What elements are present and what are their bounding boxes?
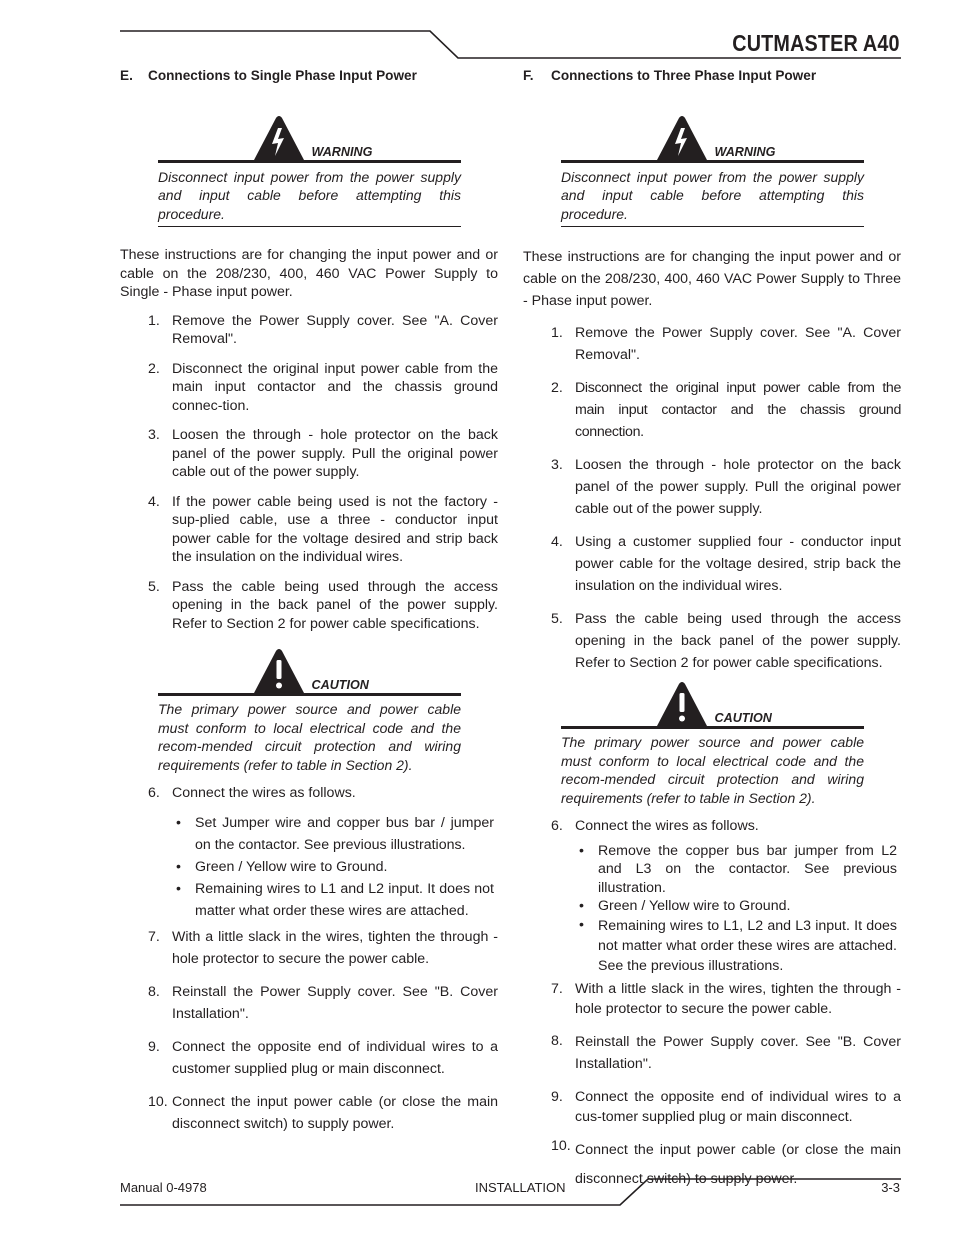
list-item: 4. If the power cable being used is not the factory - sup-plied cable, use a three - conductor input power cable for the voltage desired and strip back the insulation on the individual wires.	[148, 493, 498, 565]
list-item: 10. Connect the input power cable (or close the main disconnect switch) to supply power.	[551, 1137, 901, 1187]
section-heading	[523, 67, 901, 86]
list-item: 5. Pass the cable being used through the access opening in the back panel of the power supply. Refer to Section 2 for power cable specifications.	[551, 611, 901, 671]
list-item: 6. Connect the wires as follows.	[551, 818, 759, 834]
right-column	[523, 64, 901, 1194]
list-item: 4. Using a customer supplied four - conductor input power cable for the voltage desired, strip back the insulation on the individual wires.	[551, 534, 901, 594]
intro-paragraph: These instructions are for changing the input power and or cable on the 208/230, 400, 460 VAC Power Supply to Single - Phase input power.	[120, 247, 498, 300]
steps-list	[523, 322, 901, 674]
warning-box	[158, 114, 461, 228]
caution-label: CAUTION	[311, 678, 369, 692]
electrical-hazard-icon	[651, 114, 713, 160]
left-column	[120, 64, 498, 1135]
caution-text: The primary power source and power cable must conform to local electrical code and the recom-mended circuit protection and wiring requirements (refer to table in Section 2).	[561, 734, 864, 806]
list-item: 1. Remove the Power Supply cover. See "A. Cover Removal".	[551, 325, 901, 363]
section-title: Connections to Single Phase Input Power	[148, 68, 417, 83]
list-item: 3. Loosen the through - hole protector on the back panel of the power supply. Pull the original power cable out of the power supply.	[148, 427, 498, 480]
list-item: • Remaining wires to L1, L2 and L3 input. It does not matter what order these wires are attached. See the previous illustrations.	[579, 916, 897, 974]
section-title: Connections to Three Phase Input Power	[551, 68, 817, 83]
caution-box	[158, 647, 461, 774]
list-item: 8. Reinstall the Power Supply cover. See "B. Cover Installation".	[551, 1032, 901, 1072]
list-item: 8. Reinstall the Power Supply cover. See "B. Cover Installation".	[148, 983, 498, 1022]
bullet-list	[523, 842, 901, 976]
caution-icon	[651, 680, 713, 726]
steps-list	[523, 817, 901, 836]
list-item: 3. Loosen the through - hole protector on the back panel of the power supply. Pull the original power cable out of the power supply.	[551, 457, 901, 517]
list-item: 6. Connect the wires as follows.	[148, 785, 356, 801]
bullet-list	[120, 812, 498, 922]
warning-label: WARNING	[311, 144, 373, 159]
steps-list	[120, 784, 498, 803]
caution-box	[561, 680, 864, 807]
list-item: • Remaining wires to L1 and L2 input. It does not matter what order these wires are attached.	[176, 880, 494, 919]
steps-list	[120, 926, 498, 1135]
list-item: 7. With a little slack in the wires, tighten the through - hole protector to secure the power cable.	[148, 928, 498, 967]
warning-label: WARNING	[714, 144, 776, 159]
list-item: 1. Remove the Power Supply cover. See "A. Cover Removal".	[148, 312, 498, 347]
manual-number: Manual 0-4978	[120, 1180, 207, 1195]
warning-text: Disconnect input power from the power supply and input cable before attempting this procedure.	[561, 168, 864, 222]
section-name: INSTALLATION	[475, 1180, 566, 1195]
section-heading	[120, 67, 498, 86]
steps-list	[523, 979, 901, 1194]
caution-icon	[248, 647, 310, 693]
list-item: • Green / Yellow wire to Ground.	[176, 858, 388, 875]
list-item: 7. With a little slack in the wires, tighten the through - hole protector to secure the power cable.	[551, 980, 901, 1017]
warning-text: Disconnect input power from the power supply and input cable before attempting this procedure.	[158, 168, 461, 222]
list-item: • Green / Yellow wire to Ground.	[579, 898, 791, 914]
list-item: 2. Disconnect the original input power cable from the main input contactor and the chassis ground connec-tion.	[148, 360, 498, 414]
section-letter: E.	[120, 68, 133, 83]
electrical-hazard-icon	[248, 114, 310, 160]
list-item: 10. Connect the input power cable (or close the main disconnect switch) to supply power.	[148, 1093, 498, 1132]
caution-label: CAUTION	[714, 711, 772, 725]
list-item: • Remove the copper bus bar jumper from L2 and L3 on the contactor. See previous illustration.	[579, 842, 897, 896]
page-number: 3-3	[881, 1180, 900, 1195]
caution-text: The primary power source and power cable must conform to local electrical code and the recom-mended circuit protection and wiring requirements (refer to table in Section 2).	[158, 701, 461, 773]
list-item: 5. Pass the cable being used through the access opening in the back panel of the power supply. Refer to Section 2 for power cable specifications.	[148, 578, 498, 632]
warning-box	[561, 114, 864, 228]
section-letter: F.	[523, 68, 534, 83]
list-item: 9. Connect the opposite end of individual wires to a customer supplied plug or main disconnect.	[148, 1038, 498, 1077]
list-item: 2. Disconnect the original input power cable from the main input contactor and the chassis ground connection.	[551, 380, 901, 440]
steps-list	[120, 312, 498, 634]
intro-paragraph: These instructions are for changing the input power and or cable on the 208/230, 400, 460 VAC Power Supply to Three - Phase input power.	[523, 249, 901, 309]
list-item: • Set Jumper wire and copper bus bar / jumper on the contactor. See previous illustrations.	[176, 814, 494, 853]
page-title: CUTMASTER A40	[732, 30, 900, 56]
list-item: 9. Connect the opposite end of individual wires to a cus-tomer supplied plug or main disconnect.	[551, 1088, 901, 1125]
